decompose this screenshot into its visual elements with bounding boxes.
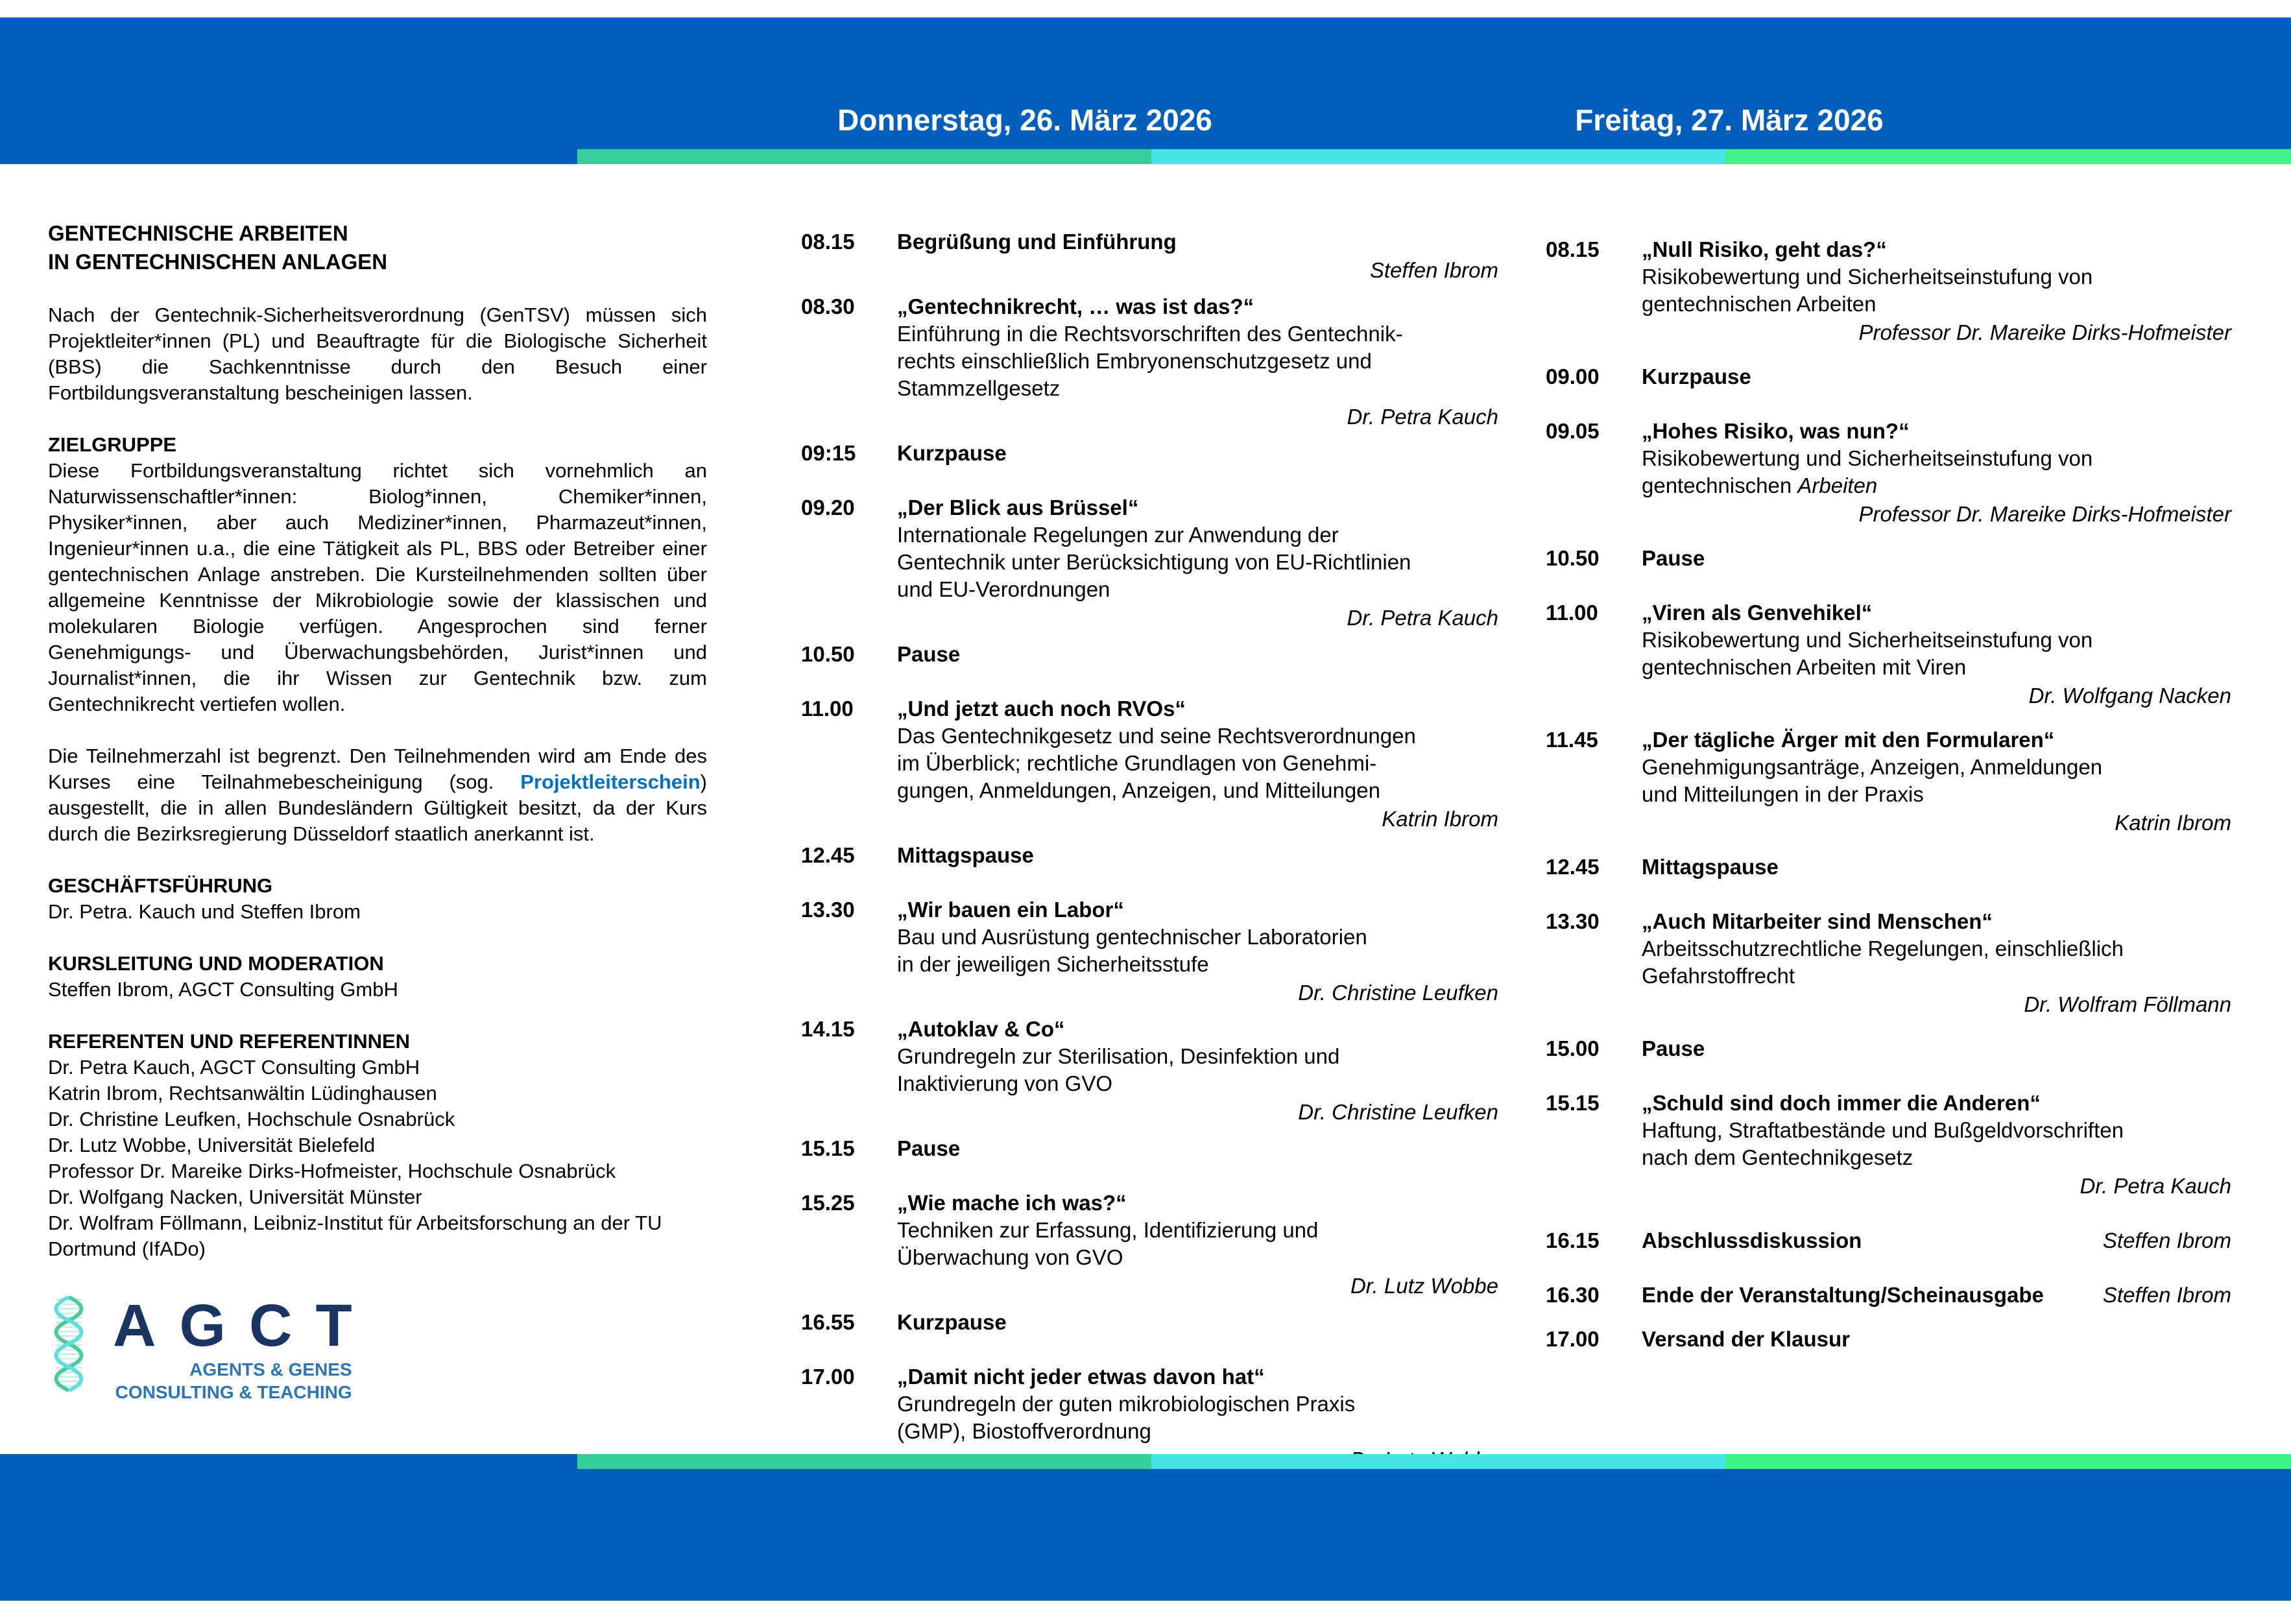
session-description-line: Grundregeln zur Sterilisation, Desinfektion und [897,1044,1340,1068]
session-title-row [1642,599,2231,627]
schedule-item [801,494,1498,632]
header-strip-row [0,149,2291,164]
session-title: Kurzpause [897,1310,1007,1334]
schedule-item [801,1016,1498,1126]
schedule-entry-body [897,1135,1498,1162]
session-title-row [897,641,1498,668]
left-section [48,1029,707,1262]
section-line: Dr. Lutz Wobbe, Universität Bielefeld [48,1134,376,1156]
session-title-row [897,842,1498,869]
info-column [48,219,707,1403]
session-title-row [897,1135,1498,1162]
session-description-line: nach dem Gentechnikgesetz [1642,1145,1913,1169]
day-heading-thursday: Donnerstag, 26. März 2026 [837,103,1212,137]
session-title: Pause [1642,1036,1705,1060]
schedule-item [1546,1227,2231,1254]
schedule-item [1546,1090,2231,1200]
schedule-entry-body [1642,363,2231,390]
session-title-row [1642,236,2231,263]
schedule-item [1546,726,2231,837]
schedule-item [801,293,1498,431]
session-title: „Und jetzt auch noch RVOs“ [897,697,1186,721]
session-description-line [1642,472,2231,499]
schedule-time: 09:15 [801,441,856,465]
strip-turquoise [1151,149,1725,164]
schedule-entry-body [897,494,1498,632]
session-speaker: Dr. Lutz Wobbe [1350,1274,1498,1298]
section-line: Dr. Wolfram Föllmann, Leibniz-Institut für Arbeitsforschung an der TU Dortmund (IfADo) [48,1212,662,1260]
schedule-time: 14.15 [801,1017,855,1041]
schedule-time: 12.45 [1546,855,1600,879]
session-title: „Null Risiko, geht das?“ [1642,237,1887,261]
session-description-line: Gentechnik unter Berücksichtigung von EU-Richtlinien [897,550,1411,574]
schedule-time: 10.50 [1546,546,1600,570]
session-title: „Viren als Genvehikel“ [1642,601,1873,625]
logo-text [113,1293,376,1403]
section-line: Dr. Wolfgang Nacken, Universität Münster [48,1186,422,1208]
session-title-row [897,896,1498,924]
schedule-entry-body [1642,1227,2231,1254]
session-speaker: Dr. Wolfram Föllmann [2024,992,2231,1016]
strip-turquoise [1151,1454,1725,1469]
schedule-entry-body [1642,1326,2231,1353]
zielgruppe-paragraph: Diese Fortbildungsveranstaltung richtet sich vornehmlich an Naturwissenschaftler*innen: Biolog*innen, Chemiker*innen, Physiker*innen, aber auch Mediziner*innen, Pharmazeut*innen, Ingenieur*innen u.a., die eine Tätigkeit als PL, BBS oder Betreiber einer gentechnischen Anlage anstreben. Die Kursteilnehmenden sollten über allgemeine Kenntnisse der Mikrobiologie sowie der klassischen und molekularen Biologie verfügen. Angesprochen sind ferner Genehmigungs- und Überwachungsbehörden, Jurist*innen und Journalist*innen, die ihr Wissen zur Gentechnik bzw. zum Gentechnikrecht vertiefen wollen. [48,459,707,715]
session-speaker: Dr. Petra Kauch [1347,606,1498,630]
session-speaker: Dr. Wolfgang Nacken [2028,684,2231,708]
left-section [48,873,707,925]
schedule-item [1546,599,2231,710]
certificate-paragraph [48,743,707,847]
schedule-time: 17.00 [1546,1327,1600,1351]
zielgruppe-heading: ZIELGRUPPE [48,433,177,456]
session-description-line: Genehmigungsanträge, Anzeigen, Anmeldungen [1642,755,2103,779]
schedule-entry-body [897,1189,1498,1300]
agct-logo [48,1293,707,1403]
section-heading: REFERENTEN UND REFERENTINNEN [48,1030,411,1053]
schedule-entry-body [897,440,1498,467]
session-description-line: Internationale Regelungen zur Anwendung der [897,523,1339,547]
section-heading: GESCHÄFTSFÜHRUNG [48,874,273,897]
session-speaker: Steffen Ibrom [2102,1228,2231,1252]
session-title-row [1642,1035,2231,1062]
schedule-time: 08.30 [801,294,855,318]
session-title: Pause [1642,546,1705,570]
strip-blue [0,1454,577,1469]
session-speaker: Professor Dr. Mareike Dirks-Hofmeister [1858,320,2231,344]
schedule-entry-body [897,641,1498,668]
session-speaker: Dr. Christine Leufken [1298,1100,1498,1124]
session-title: Versand der Klausur [1642,1327,1850,1351]
text-run: Arbeiten [1797,473,1878,497]
session-description-line: gentechnischen Arbeiten [1642,292,1877,316]
session-title-row [1642,1326,2231,1353]
session-title: Mittagspause [897,843,1034,867]
session-title-row [1642,418,2231,445]
schedule-entry-body [1642,854,2231,881]
session-speaker: Steffen Ibrom [2102,1283,2231,1307]
schedule-item [801,1309,1498,1336]
left-section [48,951,707,1003]
session-description-line: Einführung in die Rechtsvorschriften des Gentechnik- [897,322,1403,346]
session-title-row [1642,363,2231,390]
schedule-entry-body [1642,545,2231,572]
schedule-time: 11.00 [801,697,854,721]
schedule-time: 16.15 [1546,1228,1600,1252]
schedule-entry-body [897,896,1498,1007]
session-description-line: gentechnischen Arbeiten mit Viren [1642,655,1967,679]
schedule-item [801,641,1498,668]
session-title-row [1642,1090,2231,1117]
session-description-line: Stammzellgesetz [897,376,1061,400]
session-description-line: Risikobewertung und Sicherheitseinstufung von [1642,446,2093,470]
session-description-line: Das Gentechnikgesetz und seine Rechtsverordnungen [897,724,1416,748]
session-title: „Wie mache ich was?“ [897,1191,1127,1215]
strip-green [577,1454,1151,1469]
session-description-line: im Überblick; rechtliche Grundlagen von Genehmi- [897,751,1377,775]
schedule-entry-body [897,842,1498,869]
intro-paragraph: Nach der Gentechnik-Sicherheitsverordnung (GenTSV) müssen sich Projektleiter*innen (PL) und Beauftragte für die Biologische Sicherheit (BBS) die Sachkenntnisse durch den Besuch einer Fortbildungsveranstaltung bescheinigen lassen. [48,304,707,404]
session-title-row [1642,726,2231,754]
session-title-row [1642,1282,2231,1309]
schedule-time: 10.50 [801,642,855,666]
schedule-entry-body [897,1016,1498,1126]
schedule-thursday [801,219,1498,1537]
session-speaker: Katrin Ibrom [1382,807,1498,831]
course-title-line2: IN GENTECHNISCHEN ANLAGEN [48,250,388,274]
session-description-line: Grundregeln der guten mikrobiologischen Praxis [897,1392,1356,1416]
session-title: „Der tägliche Ärger mit den Formularen“ [1642,728,2055,752]
session-title: „Schuld sind doch immer die Anderen“ [1642,1091,2041,1115]
section-line: Dr. Christine Leufken, Hochschule Osnabrück [48,1108,455,1130]
session-title-row [897,1309,1498,1336]
schedule-item [1546,908,2231,1018]
session-title-row [1642,1227,2231,1254]
schedule-entry-body [1642,1035,2231,1062]
schedule-time: 08.15 [1546,237,1600,261]
strip-springgreen [1725,149,2291,164]
session-title: „Damit nicht jeder etwas davon hat“ [897,1365,1265,1389]
text-run: gentechnischen [1642,473,1798,497]
session-speaker: Dr. Petra Kauch [1347,405,1498,429]
schedule-time: 11.45 [1546,728,1598,752]
session-title: „Hohes Risiko, was nun?“ [1642,419,1910,443]
session-title: „Auch Mitarbeiter sind Menschen“ [1642,909,1993,933]
schedule-item [1546,363,2231,390]
session-title: Ende der Veranstaltung/Scheinausgabe [1642,1283,2044,1307]
session-title-row [897,228,1498,256]
session-title-row [1642,854,2231,881]
schedule-time: 09.20 [801,496,855,519]
projektleiterschein-link[interactable]: Projektleiterschein [520,770,701,793]
left-sections [48,873,707,1262]
course-title-line1: GENTECHNISCHE ARBEITEN [48,221,348,245]
session-description-line: Überwachung von GVO [897,1245,1123,1269]
footer-strip-row [0,1454,2291,1469]
schedule-item [801,695,1498,833]
session-description-line: rechts einschließlich Embryonenschutzgesetz und [897,349,1372,373]
logo-subtitle-line2: CONSULTING & TEACHING [115,1382,352,1402]
schedule-time: 08.15 [801,230,855,254]
logo-subtitle-line1: AGENTS & GENES [189,1359,352,1379]
schedule-item [1546,1326,2231,1353]
logo-subtitle [113,1358,376,1403]
schedule-time: 09.00 [1546,364,1600,388]
schedule-item [801,1189,1498,1300]
session-title: „Wir bauen ein Labor“ [897,898,1124,922]
schedule-entry-body [897,1309,1498,1336]
schedule-entry-body [1642,908,2231,1018]
session-title-row [1642,908,2231,935]
session-description-line: und Mitteilungen in der Praxis [1642,782,1924,806]
section-line: Professor Dr. Mareike Dirks-Hofmeister, Hochschule Osnabrück [48,1160,616,1182]
logo-letters: AGCT [113,1293,376,1359]
session-description-line: und EU-Verordnungen [897,577,1110,601]
schedule-entry-body [897,228,1498,284]
schedule-item [801,228,1498,284]
session-description-line: (GMP), Biostoffverordnung [897,1419,1151,1443]
schedule-item [1546,1282,2231,1309]
schedule-entry-body [1642,1090,2231,1200]
schedule-entry-body [897,293,1498,431]
schedule-item [801,1135,1498,1162]
text-run: Die Teilnehmerzahl ist begrenzt. Den Teilnehmenden wird am Ende des Kurses eine Teilnahmebescheinigung (sog. [48,745,707,793]
section-line: Dr. Petra Kauch, AGCT Consulting GmbH [48,1056,420,1079]
schedule-time: 17.00 [801,1365,855,1389]
schedule-time: 11.00 [1546,601,1598,625]
session-speaker: Katrin Ibrom [2115,811,2231,835]
session-description-line: Risikobewertung und Sicherheitseinstufung von [1642,265,2093,289]
zielgruppe-section [48,432,707,717]
session-description-line: gungen, Anmeldungen, Anzeigen, und Mitteilungen [897,778,1380,802]
session-title-row [1642,545,2231,572]
session-title: Kurzpause [1642,364,1751,388]
strip-green [577,149,1151,164]
section-line: Dr. Petra. Kauch und Steffen Ibrom [48,900,361,923]
session-description-line: Risikobewertung und Sicherheitseinstufung von [1642,628,2093,652]
session-title: Kurzpause [897,441,1007,465]
schedule-item [801,896,1498,1007]
session-speaker: Dr. Christine Leufken [1298,981,1498,1005]
session-title-row [897,1189,1498,1217]
session-description-line: in der jeweiligen Sicherheitsstufe [897,952,1209,976]
schedule-time: 09.05 [1546,419,1600,443]
session-title-row [897,1016,1498,1043]
session-description-line: Gefahrstoffrecht [1642,964,1795,988]
session-title-row [897,440,1498,467]
section-line: Katrin Ibrom, Rechtsanwältin Lüdinghausen [48,1082,437,1105]
schedule-entry-body [1642,418,2231,528]
schedule-item [1546,418,2231,528]
schedule-time: 13.30 [1546,909,1600,933]
session-description-line: Inaktivierung von GVO [897,1071,1112,1095]
day-heading-friday: Freitag, 27. März 2026 [1575,103,1884,137]
schedule-item [801,842,1498,869]
session-title: Abschlussdiskussion [1642,1228,1862,1252]
session-speaker: Professor Dr. Mareike Dirks-Hofmeister [1858,502,2231,526]
session-title-row [897,293,1498,320]
session-title-row [897,1363,1498,1391]
session-speaker: Dr. Petra Kauch [2080,1174,2231,1198]
strip-blue [0,149,577,164]
section-line: Steffen Ibrom, AGCT Consulting GmbH [48,978,398,1001]
schedule-time: 15.25 [801,1191,855,1215]
session-title: Pause [897,1136,961,1160]
section-heading: KURSLEITUNG UND MODERATION [48,952,384,975]
schedule-entry-body [1642,726,2231,837]
session-title: „Autoklav & Co“ [897,1017,1065,1041]
schedule-item [1546,854,2231,881]
footer-band [0,1469,2291,1601]
schedule-item [1546,545,2231,572]
text-run: ) ausgestellt, die in allen Bundesländern Gültigkeit besitzt, da der Kurs durch die Bezirksregierung Düsseldorf staatlich anerkannt ist. [48,770,707,845]
schedule-time: 15.15 [801,1136,855,1160]
schedule-time: 15.00 [1546,1036,1600,1060]
session-title-row [897,494,1498,521]
schedule-item [1546,236,2231,346]
schedule-entry-body [1642,1282,2231,1309]
schedule-entry-body [897,695,1498,833]
session-description-line: Arbeitsschutzrechtliche Regelungen, einschließlich [1642,937,2124,961]
session-description-line: Techniken zur Erfassung, Identifizierung und [897,1218,1319,1242]
schedule-time: 16.55 [801,1310,855,1334]
session-title: „Gentechnikrecht, … was ist das?“ [897,294,1254,318]
schedule-time: 16.30 [1546,1283,1600,1307]
schedule-entry-body [1642,599,2231,710]
session-title: Mittagspause [1642,855,1779,879]
session-title: „Der Blick aus Brüssel“ [897,496,1139,519]
session-title: Pause [897,642,961,666]
schedule-time: 12.45 [801,843,855,867]
session-description-line: Haftung, Straftatbestände und Bußgeldvorschriften [1642,1118,2124,1142]
session-speaker: Steffen Ibrom [1369,258,1498,282]
schedule-time: 13.30 [801,898,855,922]
schedule-item [1546,1035,2231,1062]
session-description-line: Bau und Ausrüstung gentechnischer Laboratorien [897,925,1367,949]
strip-springgreen [1725,1454,2291,1469]
schedule-item [801,440,1498,467]
session-title-row [897,695,1498,722]
schedule-friday [1546,219,2231,1380]
dna-helix-icon [48,1296,90,1392]
session-title: Begrüßung und Einführung [897,230,1177,254]
schedule-time: 15.15 [1546,1091,1600,1115]
schedule-entry-body [1642,236,2231,346]
